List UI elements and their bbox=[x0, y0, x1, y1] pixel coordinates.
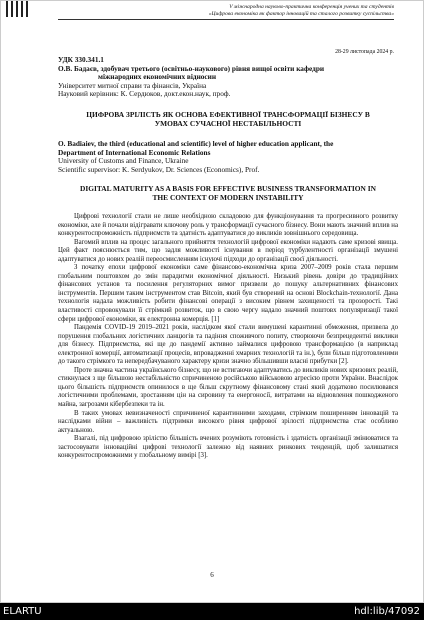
title-en-line1: DIGITAL MATURITY AS A BASIS FOR EFFECTIVE BUSINESS TRANSFORMATION IN bbox=[80, 184, 376, 193]
running-header-line1: V міжнародна науково-практична конференція учених та студентів bbox=[229, 4, 394, 10]
author-supervisor-ua: Науковий керівник: К. Сердюков, докт.екон.наук, проф. bbox=[58, 89, 231, 99]
title-ua-line1: ЦИФРОВА ЗРІЛІСТЬ ЯК ОСНОВА ЕФЕКТИВНОЇ ТРАНСФОРМАЦІЇ БІЗНЕСУ В bbox=[86, 110, 370, 119]
repository-name: ELARTU bbox=[3, 606, 42, 617]
author-name-ua-line1: О.В. Бадаєв, здобувач третього (освітньо-наукового) рівня вищої освіти кафедри bbox=[58, 63, 325, 73]
author-name-en-line2: Department of International Economic Relations bbox=[58, 147, 211, 157]
udc-code: УДК 330.341.1 bbox=[58, 55, 104, 64]
title-en bbox=[58, 185, 398, 202]
header-rule bbox=[58, 19, 394, 20]
title-en-line2: THE CONTEXT OF MODERN INSTABILITY bbox=[152, 192, 304, 202]
paragraph: Взагалі, під цифровою зрілістю більшість вчених розуміють готовність і здатність організації змінюватися та застосовувати інноваційні цифрові технології залежно від наявних ринкових тенденцій, щоб залишатися конкурентоспроможними у глобальному вимірі [3]. bbox=[58, 435, 398, 460]
author-block-en bbox=[58, 140, 398, 174]
title-ua bbox=[58, 111, 398, 128]
title-ua-line2: УМОВАХ СУЧАСНОЇ НЕСТАБІЛЬНОСТІ bbox=[154, 118, 302, 128]
paragraph: Цифрові технології стали не лише необхідною складовою для функціонування та прогресивного розвитку економіки, але й почали відігравати ключову роль у трансформації сучасного бізнесу. Вони мають значний вплив на конкурентоспроможність підприємств та здатність адаптуватися до викликів зовнішнього середовища. bbox=[58, 213, 398, 238]
author-block-ua bbox=[58, 56, 398, 99]
author-affiliation-en: University of Customs and Finance, Ukraine bbox=[58, 156, 189, 166]
paragraph: В таких умовах невизначеності спричиненої карантинними заходами, стрімким поширенням інновацій та наслідками війни – важливість підтримки високого рівня цифрової зрілості підприємства стає особливо актуальною. bbox=[58, 409, 398, 434]
author-name-ua-line2: міжнародних економічних відносин bbox=[98, 72, 217, 82]
body-text bbox=[58, 213, 398, 461]
handle-link[interactable]: hdl:lib/47092 bbox=[354, 606, 420, 617]
paragraph: Пандемія COVID-19 2019–2021 років, наслідком якої стали вимушені карантинні обмеження, призвела до порушення глобальних логістичних ланцюгів та падіння споживчого попиту, створюючи безпрецедентні виклики для бізнесу. Підприємства, які ще до пандемії активно займалися цифровою трансформацією (в наприклад електронної комерції, автоматизації процесів, впровадженні хмарних технологій та ін.), були більш підготовленими до такого стрімкого та непередбачуваного характеру кризи значно збільшивши власні прибутки [2]. bbox=[58, 324, 398, 366]
repository-footer bbox=[0, 603, 424, 620]
paragraph: Проте значна частина українського бізнесу, що не встигаючи адаптуватись до викликів нових кризових реалій, стикнулася з ще більшою нестабільністю спричиненою російською військовою агресією проти України. Внаслідок цього більшість підприємств опинилося в ще більш скрутному фінансовому стані який додатково посилювався логістичними проблемами, зростанням цін на сировину та енергоносії, витратами на відновлення пошкодженого майна, загрозами кібербезпеки та ін. bbox=[58, 366, 398, 409]
page-number: 6 bbox=[210, 571, 214, 579]
binding-mark bbox=[2, 1, 36, 19]
author-affiliation-ua: Університет митної справи та фінансів, Україна bbox=[58, 80, 207, 90]
author-name-en-line1: O. Badiaiev, the third (educational and scientific) level of higher education applicant, the bbox=[58, 139, 334, 148]
author-supervisor-en: Scientific supervisor: K. Serdyukov, Dr. Sciences (Economics), Prof. bbox=[58, 164, 260, 174]
paragraph: З початку епохи цифрової економіки саме фінансово-економічна криза 2007–2009 років стала першим глобальним поштовхом до змін парадигми економічної діяльності. Низький рівень довіри до традиційних фінансових установ та посилення регуляторних вимог призвели до пошуку альтернативних фінансових інструментів. Першим таким інструментом став Bitcoin, який був створений на основі Blockchain-технології. Дана технологія надала можливість робити фінансові операції з високим рівнем захищеності та прозорості. Такі властивості спровокували її стрімкий розвиток, що в свою чергу надало значний поштовх популяризації такої сфери цифрової економіки, як електронна комерція. [1] bbox=[58, 264, 398, 323]
running-header-line2: «Цифрова економіка як фактор інновацій та сталого розвитку суспільства» bbox=[208, 11, 394, 17]
conference-date: 28-29 листопада 2024 р. bbox=[335, 49, 394, 55]
paragraph: Вагомий вплив на процес загального прийняття технологій цифрової економіки надають саме кризові явища. Цей факт пояснюється тим, що задля можливості існування в період турбулентності організації змушені адаптуватися до нових реалій переосмисленням існуючі підходи до організації своєї діяльності. bbox=[58, 238, 398, 263]
